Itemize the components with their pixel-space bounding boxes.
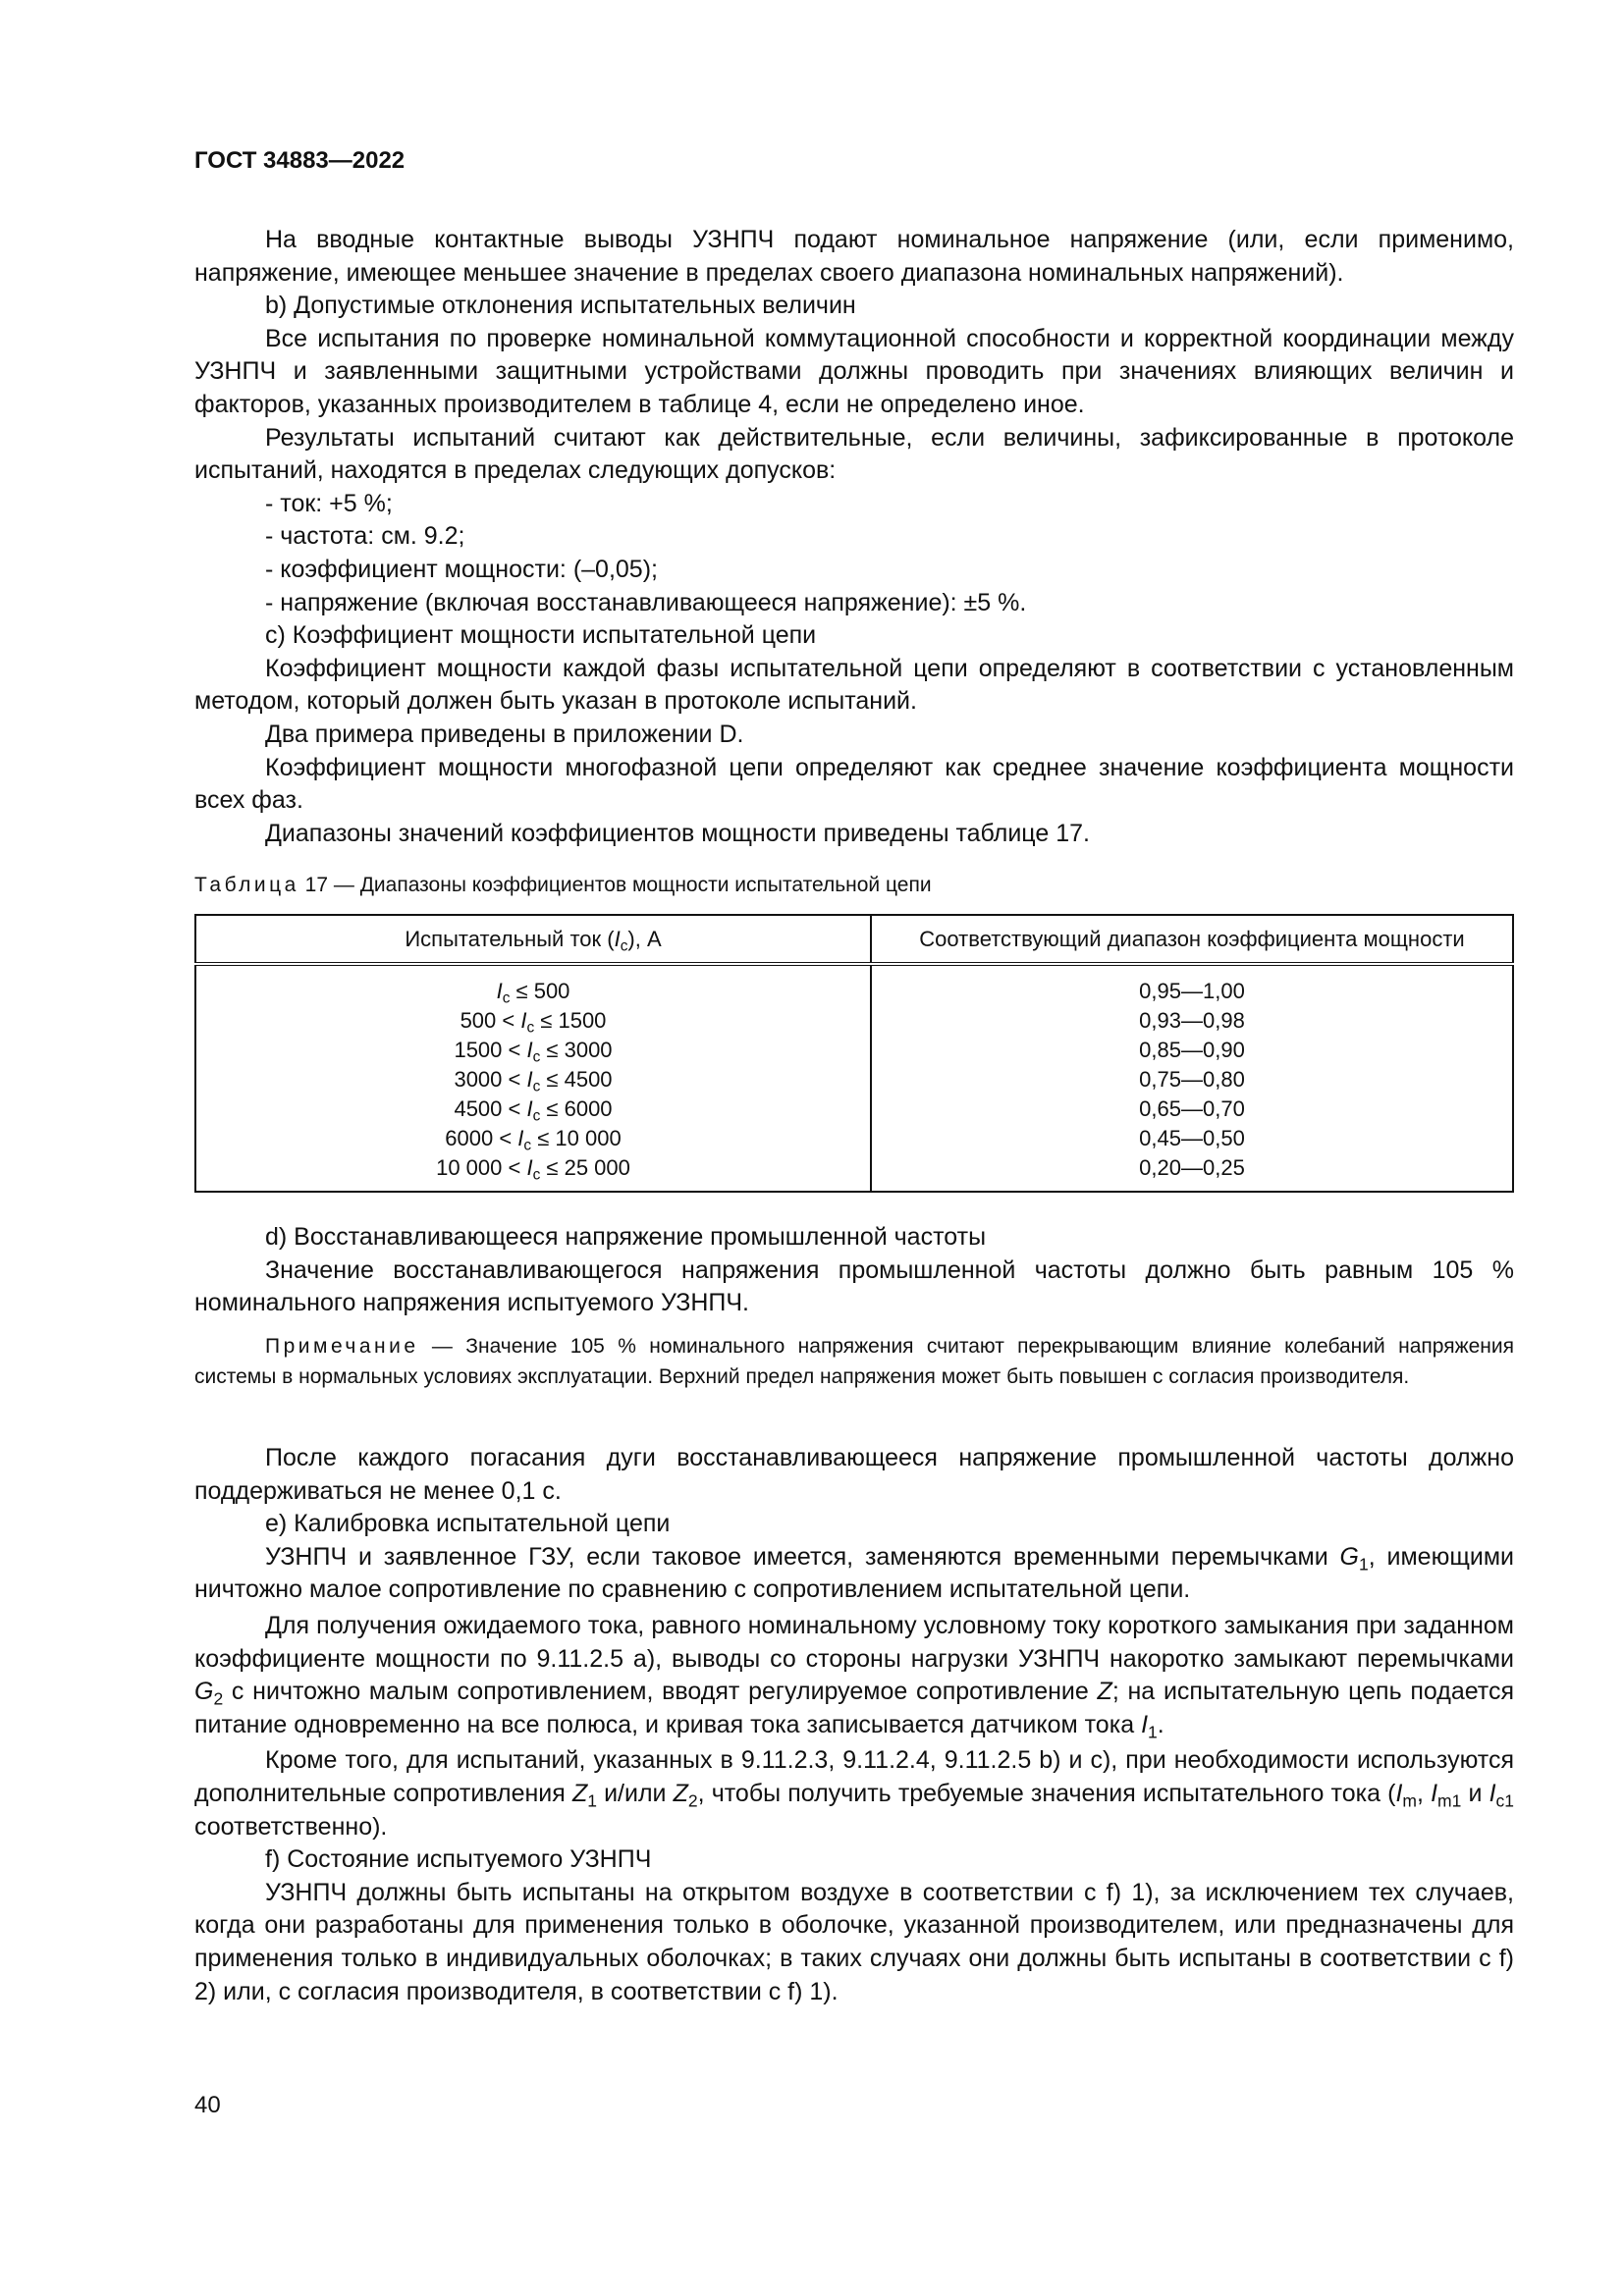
- header-power-factor-range: Соответствующий диапазон коэффициента мощности: [871, 915, 1513, 964]
- note-label: Примечание: [265, 1335, 419, 1358]
- table-caption-text: 17 — Диапазоны коэффициентов мощности испытательной цепи: [298, 874, 932, 896]
- paragraph: Коэффициент мощности каждой фазы испытательной цепи определяют в соответствии с установленным методом, который должен быть указан в протоколе испытаний.: [194, 654, 1514, 716]
- power-factor-range: 0,20—0,25: [1139, 1155, 1245, 1180]
- paragraph: Результаты испытаний считают как действительные, если величины, зафиксированные в протоколе испытаний, находятся в пределах следующих допусков:: [194, 423, 1514, 485]
- clause-heading-e: e) Калибровка испытательной цепи: [265, 1510, 671, 1538]
- table-header-row: [195, 915, 1513, 964]
- paragraph: Значение восстанавливающегося напряжения промышленной частоты должно быть равным 105 % номинального напряжения испытуемого УЗНПЧ.: [194, 1255, 1514, 1317]
- power-factor-range: 0,93—0,98: [1139, 1008, 1245, 1033]
- paragraph: УЗНПЧ должны быть испытаны на открытом воздухе в соответствии с f) 1), за исключением тех случаев, когда они разработаны для применения только в оболочке, указанной производителем, или предназначены для применения только в индивидуальных оболочках; в таких случаях они должны быть испытаны в соответствии с f) 2) или, с согласия производителя, в соответствии с f) 1).: [194, 1878, 1514, 2005]
- power-factor-range: 0,75—0,80: [1139, 1067, 1245, 1092]
- list-item: - коэффициент мощности: (–0,05);: [265, 555, 658, 583]
- list-item: - частота: см. 9.2;: [265, 522, 465, 551]
- power-factor-range: 0,95—1,00: [1139, 979, 1245, 1003]
- current-range: $500 < I_c \le 1500$: [460, 1008, 607, 1037]
- paragraph: УЗНПЧ и заявленное ГЗУ, если таковое имеется, заменяются временными перемычками $G_1$, имеющими ничтожно малое сопротивление по сравнению с сопротивлением испытательной цепи.: [194, 1542, 1515, 1604]
- document-code: ГОСТ 34883—2022: [194, 147, 406, 174]
- paragraph: На вводные контактные выводы УЗНПЧ подают номинальное напряжение (или, если применимо, напряжение, имеющее меньшее значение в пределах своего диапазона номинальных напряжений).: [194, 226, 1514, 287]
- power-factor-table: [194, 914, 1514, 1193]
- body-text-after-table: [194, 1221, 1514, 1320]
- paragraph: Кроме того, для испытаний, указанных в 9.11.2.3, 9.11.2.4, 9.11.2.5 b) и c), при необходимости используются дополнительные сопротивления $Z_1$ и/или $Z_2$, чтобы получить требуемые значения испытательного тока ($I_m$, $I_{m1}$ и $I_{c1}$ соответственно).: [194, 1746, 1515, 1841]
- note-block: [194, 1331, 1514, 1392]
- paragraph: Диапазоны значений коэффициентов мощности приведены таблице 17.: [265, 819, 1090, 847]
- paragraph: Все испытания по проверке номинальной коммутационной способности и корректной координации между УЗНПЧ и заявленными защитными устройствами должны проводить при значениях влияющих величин и факторов, указанных производителем в таблице 4, если не определено иное.: [194, 324, 1514, 418]
- clause-heading-b: b) Допустимые отклонения испытательных величин: [265, 292, 856, 320]
- current-range: $3000 < I_c \le 4500$: [454, 1067, 613, 1095]
- table-caption: [194, 874, 932, 897]
- list-item: - напряжение (включая восстанавливающееся напряжение): ±5 %.: [265, 588, 1027, 616]
- current-range: $I_c \le 500$: [496, 979, 570, 1007]
- power-factor-range: 0,45—0,50: [1139, 1126, 1245, 1150]
- paragraph: Два примера приведены в приложении D.: [265, 720, 744, 748]
- note-text: Примечание — Значение 105 % номинального напряжения считают перекрывающим влияние колебаний напряжения системы в нормальных условиях эксплуатации. Верхний предел напряжения может быть повышен с согласия производителя.: [194, 1335, 1514, 1388]
- current-range: 10 $000 < I_c \le 25$ 000: [436, 1155, 630, 1184]
- current-range: $1500 < I_c \le 3000$: [454, 1038, 613, 1066]
- power-factor-range: 0,85—0,90: [1139, 1038, 1245, 1062]
- page-number: 40: [194, 2092, 221, 2118]
- power-factor-ranges-cell: [871, 964, 1513, 1192]
- paragraph: Для получения ожидаемого тока, равного номинальному условному току короткого замыкания при заданном коэффициенте мощности по 9.11.2.5 a), выводы со стороны нагрузки УЗНПЧ накоротко замыкают перемычками $G_2$ с ничтожно малым сопротивлением, вводят регулируемое сопротивление Z; на испытательную цепь подается питание одновременно на все полюса, и кривая тока записывается датчиком тока $I_1$.: [194, 1611, 1515, 1741]
- current-range: $4500 < I_c \le 6000$: [454, 1096, 613, 1125]
- paragraph: После каждого погасания дуги восстанавливающееся напряжение промышленной частоты должно поддерживаться не менее 0,1 с.: [194, 1444, 1514, 1505]
- body-text-bottom: [194, 1442, 1514, 2008]
- clause-heading-d: d) Восстанавливающееся напряжение промышленной частоты: [265, 1223, 987, 1251]
- paragraph: Коэффициент мощности многофазной цепи определяют как среднее значение коэффициента мощности всех фаз.: [194, 753, 1514, 815]
- table-caption-word: Таблица: [194, 874, 299, 896]
- table-row: [195, 964, 1513, 1192]
- clause-heading-c: c) Коэффициент мощности испытательной цепи: [265, 621, 817, 650]
- clause-heading-f: f) Состояние испытуемого УЗНПЧ: [265, 1845, 652, 1874]
- header-test-current: Испытательный ток $(I_c)$, А: [195, 915, 871, 964]
- current-range: $6000 < I_c \le 10$ 000: [445, 1126, 622, 1154]
- list-item: - ток: +5 %;: [265, 489, 393, 517]
- current-ranges-cell: [195, 964, 871, 1192]
- body-text-top: [194, 224, 1514, 850]
- power-factor-range: 0,65—0,70: [1139, 1096, 1245, 1121]
